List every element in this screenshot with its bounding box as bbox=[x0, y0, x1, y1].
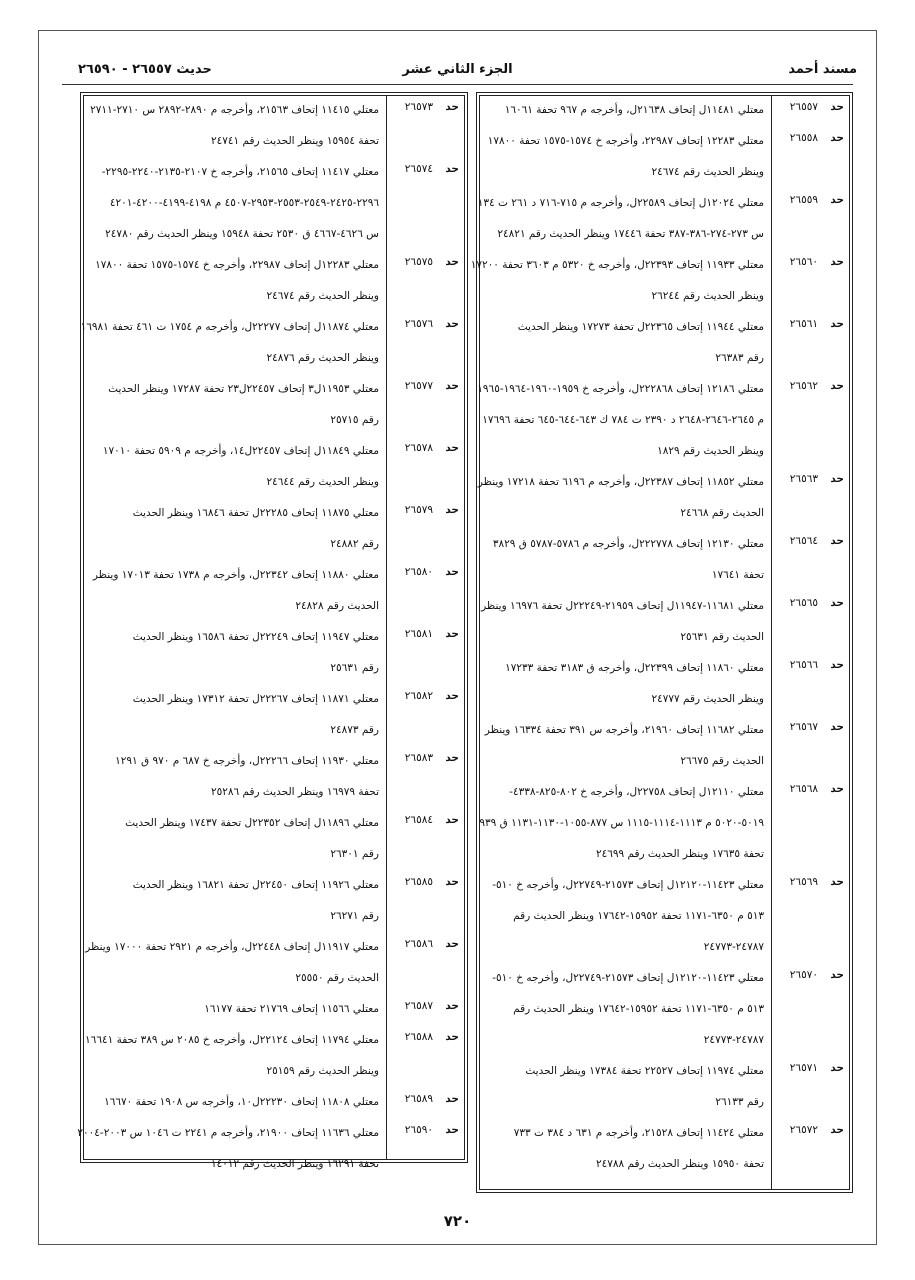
entry-text bbox=[77, 1124, 379, 1186]
entry-number: ٢٦٥٦٥ bbox=[789, 597, 818, 609]
entry-label: حد bbox=[445, 380, 459, 392]
entry-text-line: تحفة ١٥٩٥٠ وينظر الحديث رقم ٢٤٧٨٨ bbox=[595, 1158, 764, 1170]
entry-number: ٢٦٥٧٣ bbox=[404, 101, 433, 113]
entry-label: حد bbox=[830, 1062, 844, 1074]
entry-number: ٢٦٥٨٥ bbox=[404, 876, 433, 888]
entry-text bbox=[85, 1031, 379, 1093]
entry-text-line: معتلي ١١٩٣٣ إتحاف ٢٢٣٩٣ل، وأخرجه خ ٥٣٢٠ م ٣٦٠٣ تحفة ١٧٢٠٠ bbox=[470, 259, 764, 271]
entry-text bbox=[89, 163, 379, 256]
entry-number: ٢٦٥٦١ bbox=[789, 318, 818, 330]
entry-text-line: معتلي ١١٩١٧ل إتحاف ٢٢٤٤٨ل، وأخرجه م ٢٩٢١ تحفة ١٧٠٠٠ وينظر bbox=[85, 941, 379, 953]
entry-text bbox=[89, 442, 379, 504]
entry-label: حد bbox=[445, 256, 459, 268]
entry-text bbox=[485, 132, 764, 194]
entry-label: حد bbox=[445, 938, 459, 950]
entry-number: ٢٦٥٨٨ bbox=[404, 1031, 433, 1043]
entry-label: حد bbox=[830, 783, 844, 795]
entry-text bbox=[485, 535, 764, 597]
entry-text-line: معتلي ١١٩٤٧ إتحاف ٢٢٢٤٩ل تحفة ١٦٥٨٦ وينظر الحديث bbox=[132, 631, 379, 643]
entry-text bbox=[477, 194, 764, 256]
entry-label: حد bbox=[830, 473, 844, 485]
entry-text-line: معتلي ١٢٢٨٣ إتحاف ٢٢٩٨٧، وأخرجه خ ١٥٧٤-١٥٧٥ تحفة ١٧٨٠٠ bbox=[487, 135, 764, 147]
entry-text bbox=[485, 659, 764, 721]
entry-label: حد bbox=[445, 876, 459, 888]
entry-text-line: وينظر الحديث رقم ١٨٢٩ bbox=[657, 445, 764, 457]
entry-text-line: ٢٢٩٦-٢٤٢٥-٢٥٤٩-٢٥٥٣-٢٩٥٣-٤٥٠٧ م ٤١٩٨-٤١٩٩-٤٢٠٠-٤٢٠١ bbox=[109, 197, 379, 209]
entry-text bbox=[89, 566, 379, 628]
header-book-title: مسند أحمد bbox=[788, 62, 857, 77]
entry-text-line: م ٢٦٤٥-٢٦٤٦-٢٦٤٨ د ٢٣٩٠ ت ٧٨٤ ك ٦٤٣-٦٤٤-٦٤٥ تحفة ١٧٦٩٦ bbox=[482, 414, 764, 426]
entry-text bbox=[477, 380, 764, 473]
entry-text-line: معتلي ١١٩٧٤ إتحاف ٢٢٥٢٧ تحفة ١٧٣٨٤ وينظر الحديث bbox=[525, 1065, 764, 1077]
entry-text bbox=[89, 690, 379, 752]
header-volume: الجزء الثاني عشر bbox=[402, 62, 513, 77]
entry-text-line: معتلي ١١٤١٥ إتحاف ٢١٥٦٣، وأخرجه م ٢٨٩٠-٢٨٩٢ س ٢٧١٠-٢٧١١ bbox=[90, 104, 379, 116]
entry-label: حد bbox=[830, 194, 844, 206]
entry-text-line: الحديث رقم ٢٤٨٢٨ bbox=[295, 600, 379, 612]
entry-number: ٢٦٥٥٩ bbox=[789, 194, 818, 206]
entry-text-line: معتلي ١١٦٨٢ إتحاف ٢١٩٦٠، وأخرجه س ٣٩١ تحفة ١٦٣٣٤ وينظر bbox=[484, 724, 764, 736]
entry-text-line: رقم ٢٥٦٣١ bbox=[330, 662, 379, 674]
entry-text-line: معتلي ١١٥٦٦ إتحاف ٢١٧٦٩ تحفة ١٦١٧٧ bbox=[204, 1003, 379, 1015]
entry-text-line: معتلي ١١٨٧٥ إتحاف ٢٢٢٨٥ل تحفة ١٦٨٤٦ وينظر الحديث bbox=[132, 507, 379, 519]
entry-label: حد bbox=[830, 101, 844, 113]
entry-label: حد bbox=[445, 442, 459, 454]
entry-text bbox=[477, 473, 764, 535]
entry-number: ٢٦٥٦٣ bbox=[789, 473, 818, 485]
entry-label: حد bbox=[830, 132, 844, 144]
entry-text-line: معتلي ١١٨٤٩ل إتحاف ٢٢٤٥٧ل١٤، وأخرجه م ٥٩٠٩ تحفة ١٧٠١٠ bbox=[102, 445, 379, 457]
entry-label: حد bbox=[830, 597, 844, 609]
entry-number: ٢٦٥٦٦ bbox=[789, 659, 818, 671]
entry-label: حد bbox=[445, 1124, 459, 1136]
entry-text-line: الحديث رقم ٢٥٥٥٠ bbox=[295, 972, 379, 984]
entry-label: حد bbox=[445, 628, 459, 640]
entry-number: ٢٦٥٨٠ bbox=[404, 566, 433, 578]
entry-number: ٢٦٥٦٩ bbox=[789, 876, 818, 888]
entry-text-line: رقم ٢٦٢٧١ bbox=[330, 910, 379, 922]
entry-label: حد bbox=[445, 752, 459, 764]
page-number: ٧٢٠ bbox=[443, 1212, 472, 1230]
entry-text-line: معتلي ١١٤٨١ل إتحاف ٢١٦٣٨ل، وأخرجه م ٩٦٧ تحفة ١٦٠٦١ bbox=[504, 104, 764, 116]
entry-number: ٢٦٥٦٤ bbox=[789, 535, 818, 547]
entry-text-line: الحديث رقم ٢٤٦٦٨ bbox=[680, 507, 764, 519]
entry-label: حد bbox=[445, 101, 459, 113]
entry-text bbox=[89, 628, 379, 690]
entry-label: حد bbox=[445, 504, 459, 516]
entry-text-line: رقم ٢٤٨٧٣ bbox=[330, 724, 379, 736]
entry-text-line: معتلي ١١٤٢٣-١٢١٢٠ل إتحاف ٢١٥٧٣-٢٢٧٤٩ل، وأخرجه خ ٥١٠- bbox=[492, 879, 764, 891]
entry-number: ٢٦٥٧٤ bbox=[404, 163, 433, 175]
entry-text-line: وينظر الحديث رقم ٢٤٦٧٤ bbox=[651, 166, 764, 178]
entry-text-line: وينظر الحديث رقم ٢٤٦٧٤ bbox=[266, 290, 379, 302]
entry-label: حد bbox=[830, 318, 844, 330]
entry-text-line: رقم ٢٦٣٠١ bbox=[330, 848, 379, 860]
entry-text-line: معتلي ١١٨٧٤ل إتحاف ٢٢٢٧٧ل، وأخرجه م ١٧٥٤ ت ٤٦١ تحفة ١٦٩٨١ bbox=[80, 321, 379, 333]
entry-text bbox=[485, 1062, 764, 1124]
entry-number: ٢٦٥٧٦ bbox=[404, 318, 433, 330]
entry-text bbox=[89, 101, 379, 163]
entry-label: حد bbox=[445, 814, 459, 826]
entry-text-line: معتلي ١١٨٦٠ إتحاف ٢٢٣٩٩ل، وأخرجه ق ٣١٨٣ تحفة ١٧٢٣٣ bbox=[505, 662, 764, 674]
entry-number: ٢٦٥٦٢ bbox=[789, 380, 818, 392]
entry-text-line: ٢٤٧٨٧-٢٤٧٧٣ bbox=[703, 1034, 764, 1046]
entry-text bbox=[89, 1093, 379, 1124]
entry-number: ٢٦٥٨١ bbox=[404, 628, 433, 640]
entry-text-line: معتلي ١١٤٢٤ إتحاف ٢١٥٢٨، وأخرجه م ٦٣١ د ٣٨٤ ت ٧٣٣ bbox=[513, 1127, 764, 1139]
entry-number: ٢٦٥٧١ bbox=[789, 1062, 818, 1074]
entry-text bbox=[89, 256, 379, 318]
entry-number: ٢٦٥٦٠ bbox=[789, 256, 818, 268]
entry-text-line: رقم ٢٦٣٨٣ bbox=[715, 352, 764, 364]
entry-text bbox=[479, 783, 764, 876]
entry-text-line: معتلي ١١٧٩٤ إتحاف ٢٢١٢٤ل، وأخرجه خ ٢٠٨٥ س ٣٨٩ تحفة ١٦٦٤١ bbox=[85, 1034, 379, 1046]
entry-text bbox=[470, 256, 764, 318]
entry-text bbox=[481, 597, 764, 659]
entry-text-line: معتلي ١١٨٠٨ إتحاف ٢٢٢٣٠ل١٠، وأخرجه س ١٩٠٨ تحفة ١٦٦٧٠ bbox=[104, 1096, 379, 1108]
entry-text bbox=[89, 380, 379, 442]
entry-text bbox=[89, 814, 379, 876]
entry-text-line: معتلي ١٢٠٢٤ل إتحاف ٢٢٥٨٩ل، وأخرجه م ٧١٥-٧١٦ د ٢٦١ ت ١٣٤ bbox=[477, 197, 764, 209]
entry-number: ٢٦٥٨٣ bbox=[404, 752, 433, 764]
entry-label: حد bbox=[830, 721, 844, 733]
entry-text-line: معتلي ١٢٢٨٣ل إتحاف ٢٢٩٨٧، وأخرجه خ ١٥٧٤-١٥٧٥ تحفة ١٧٨٠٠ bbox=[95, 259, 379, 271]
entry-label: حد bbox=[830, 256, 844, 268]
entry-number: ٢٦٥٨٢ bbox=[404, 690, 433, 702]
left-column-divider bbox=[386, 95, 387, 1160]
entry-text-line: معتلي ١١٨٨٠ إتحاف ٢٢٣٤٢ل، وأخرجه م ١٧٣٨ تحفة ١٧٠١٣ وينظر bbox=[92, 569, 379, 581]
entry-label: حد bbox=[830, 1124, 844, 1136]
entry-label: حد bbox=[830, 876, 844, 888]
entry-text-line: معتلي ١١٦٣٦ إتحاف ٢١٩٠٠، وأخرجه م ٢٢٤١ ت ١٠٤٦ س ٢٠٠٣-٢٠٠٤ bbox=[77, 1127, 379, 1139]
entry-text bbox=[485, 721, 764, 783]
entry-text bbox=[89, 876, 379, 938]
entry-text-line: وينظر الحديث رقم ٢٥١٥٩ bbox=[266, 1065, 379, 1077]
entry-text bbox=[89, 1000, 379, 1031]
entry-text-line: ٥١٣ م ٦٣٥٠-١١٧١ تحفة ١٥٩٥٢-١٧٦٤٢ وينظر الحديث رقم bbox=[513, 1003, 764, 1015]
entry-text-line: وينظر الحديث رقم ٢٤٧٧٧ bbox=[651, 693, 764, 705]
entry-text-line: معتلي ١١٩٣٠ إتحاف ٢٢٢٦٦ل، وأخرجه خ ٦٨٧ م ٩٧٠ ق ١٢٩١ bbox=[115, 755, 379, 767]
entry-label: حد bbox=[445, 1093, 459, 1105]
entry-text-line: معتلي ١١٩٥٣ل٣ إتحاف ٢٢٤٥٧ل٢٣ تحفة ١٧٢٨٧ وينظر الحديث bbox=[108, 383, 379, 395]
entry-text-line: تحفة ١٧٦٤١ bbox=[711, 569, 764, 581]
entry-label: حد bbox=[830, 969, 844, 981]
entry-text-line: تحفة ١٦٢٩١ وينظر الحديث رقم ١٤٠١٢ bbox=[210, 1158, 379, 1170]
entry-number: ٢٦٥٧٨ bbox=[404, 442, 433, 454]
entry-text-line: الحديث رقم ٢٥٦٣١ bbox=[680, 631, 764, 643]
entry-number: ٢٦٥٧٢ bbox=[789, 1124, 818, 1136]
entry-text-line: رقم ٢٦١٣٣ bbox=[715, 1096, 764, 1108]
entry-text-line: معتلي ١١٤١٧ إتحاف ٢١٥٦٥، وأخرجه خ ٢١٠٧-٢١٣٥-٢٢٤٠-٢٢٩٥- bbox=[101, 166, 379, 178]
entry-number: ٢٦٥٨٧ bbox=[404, 1000, 433, 1012]
entry-text bbox=[485, 969, 764, 1062]
entry-number: ٢٦٥٦٧ bbox=[789, 721, 818, 733]
entry-label: حد bbox=[830, 535, 844, 547]
entry-label: حد bbox=[445, 163, 459, 175]
header-rule bbox=[62, 84, 853, 85]
entry-text bbox=[89, 504, 379, 566]
entry-label: حد bbox=[445, 690, 459, 702]
right-column bbox=[470, 92, 853, 1193]
entry-text-line: معتلي ١١٩٢٦ إتحاف ٢٢٤٥٠ل تحفة ١٦٨٢١ وينظر الحديث bbox=[132, 879, 379, 891]
entry-text-line: معتلي ١١٦٨١-١١٩٤٧ل إتحاف ٢١٩٥٩-٢٢٢٤٩ل تحفة ١٦٩٧٦ وينظر bbox=[481, 600, 764, 612]
entry-text-line: معتلي ١١٨٥٢ إتحاف ٢٢٣٨٧ل، وأخرجه م ٦١٩٦ تحفة ١٧٢١٨ وينظر bbox=[477, 476, 764, 488]
entry-number: ٢٦٥٧٩ bbox=[404, 504, 433, 516]
entry-label: حد bbox=[445, 318, 459, 330]
entry-text-line: ٥١٣ م ٦٣٥٠-١١٧١ تحفة ١٥٩٥٢-١٧٦٤٢ وينظر الحديث رقم bbox=[513, 910, 764, 922]
entry-text bbox=[85, 938, 379, 1000]
header-hadith-range: حديث ٢٦٥٥٧ - ٢٦٥٩٠ bbox=[78, 62, 212, 77]
entry-text bbox=[485, 876, 764, 969]
entry-text bbox=[485, 101, 764, 132]
entry-text-line: معتلي ١٢١١٠ل إتحاف ٢٢٧٥٨ل، وأخرجه خ ٨٠٢-٨٢٥-٤٣٣٨- bbox=[509, 786, 764, 798]
entry-number: ٢٦٥٨٦ bbox=[404, 938, 433, 950]
right-column-divider bbox=[771, 95, 772, 1190]
entry-text-line: وينظر الحديث رقم ٢٦٢٤٤ bbox=[651, 290, 764, 302]
entry-text-line: رقم ٢٥٧١٥ bbox=[330, 414, 379, 426]
entry-text-line: وينظر الحديث رقم ٢٤٦٤٤ bbox=[266, 476, 379, 488]
entry-label: حد bbox=[830, 659, 844, 671]
entry-text bbox=[485, 318, 764, 380]
entry-text-line: معتلي ١١٩٤٤ إتحاف ٢٢٣٦٥ل تحفة ١٧٢٧٣ وينظر الحديث bbox=[517, 321, 764, 333]
entry-number: ٢٦٥٧٠ bbox=[789, 969, 818, 981]
entry-text bbox=[80, 318, 379, 380]
entry-number: ٢٦٥٧٥ bbox=[404, 256, 433, 268]
entry-number: ٢٦٥٥٧ bbox=[789, 101, 818, 113]
entry-text-line: تحفة ١٦٩٧٩ وينظر الحديث رقم ٢٥٢٨٦ bbox=[210, 786, 379, 798]
entry-text-line: معتلي ١٢١٨٦ إتحاف ٢٢٢٨٦٨ل، وأخرجه خ ١٩٥٩-١٩٦٠-١٩٦٤-١٩٦٥ bbox=[477, 383, 764, 395]
entry-number: ٢٦٥٧٧ bbox=[404, 380, 433, 392]
entry-text bbox=[89, 752, 379, 814]
entry-text-line: تحفة ١٧٦٣٥ وينظر الحديث رقم ٢٤٦٩٩ bbox=[595, 848, 764, 860]
entry-label: حد bbox=[445, 1000, 459, 1012]
entry-text-line: تحفة ١٥٩٥٤ وينظر الحديث رقم ٢٤٧٤١ bbox=[210, 135, 379, 147]
entry-text-line: معتلي ١١٨٧١ إتحاف ٢٢٢٦٧ل تحفة ١٧٣١٢ وينظر الحديث bbox=[132, 693, 379, 705]
entry-label: حد bbox=[445, 1031, 459, 1043]
entry-text-line: ٢٤٧٨٧-٢٤٧٧٣ bbox=[703, 941, 764, 953]
entry-number: ٢٦٥٦٨ bbox=[789, 783, 818, 795]
entry-text-line: ٥٠١٩-٥٠٢٠ م ١١١٣-١١١٤-١١١٥ س ٨٧٧-١٠٥٥-١١٣٠-١١٣١ ق ٩٣٩ bbox=[479, 817, 764, 829]
entry-text-line: معتلي ١١٤٢٣-١٢١٢٠ل إتحاف ٢١٥٧٣-٢٢٧٤٩ل، وأخرجه خ ٥١٠- bbox=[492, 972, 764, 984]
entry-number: ٢٦٥٨٤ bbox=[404, 814, 433, 826]
entry-number: ٢٦٥٩٠ bbox=[404, 1124, 433, 1136]
entry-text-line: س ٢٧٣-٢٧٤-٣٨٦-٣٨٧ تحفة ١٧٤٤٦ وينظر الحديث رقم ٢٤٨٢١ bbox=[497, 228, 764, 240]
entry-text-line: وينظر الحديث رقم ٢٤٨٧٦ bbox=[266, 352, 379, 364]
entry-text-line: معتلي ١١٨٩٦ل إتحاف ٢٢٣٥٢ل تحفة ١٧٤٣٧ وينظر الحديث bbox=[125, 817, 379, 829]
left-column bbox=[77, 92, 468, 1170]
entry-label: حد bbox=[445, 566, 459, 578]
entry-text bbox=[485, 1124, 764, 1186]
entry-text-line: س ٤٦٢٦-٤٦٦٧ ق ٢٥٣٠ تحفة ١٥٩٤٨ وينظر الحديث رقم ٢٤٧٨٠ bbox=[105, 228, 379, 240]
entry-text-line: رقم ٢٤٨٨٢ bbox=[330, 538, 379, 550]
entry-text-line: الحديث رقم ٢٦٦٧٥ bbox=[680, 755, 764, 767]
entry-number: ٢٦٥٥٨ bbox=[789, 132, 818, 144]
entry-number: ٢٦٥٨٩ bbox=[404, 1093, 433, 1105]
entry-label: حد bbox=[830, 380, 844, 392]
entry-text-line: معتلي ١٢١٣٠ إتحاف ٢٢٢٧٧٨ل، وأخرجه م ٥٧٨٦-٥٧٨٧ ق ٣٨٢٩ bbox=[492, 538, 764, 550]
